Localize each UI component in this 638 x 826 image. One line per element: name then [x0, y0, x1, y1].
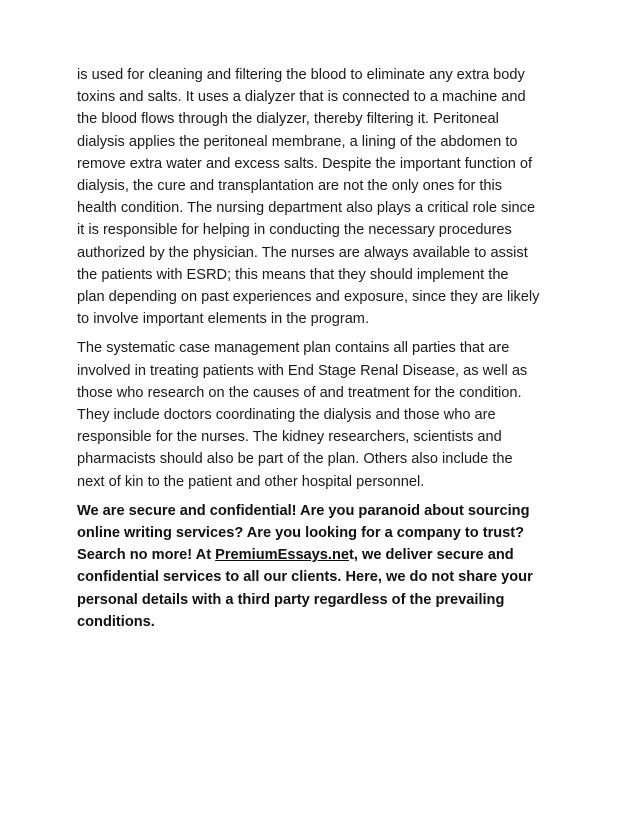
text-line: is used for cleaning and filtering the blood to eliminate any extra body	[77, 67, 525, 83]
text-line: the patients with ESRD; this means that they should implement the	[77, 266, 509, 283]
promo-line: online writing services? Are you looking for a company to trust?	[77, 525, 525, 542]
text-line: involved in treating patients with End Stage Renal Disease, as well as	[77, 362, 528, 379]
paragraph-dialysis	[77, 64, 567, 330]
text-line: dialysis applies the peritoneal membrane, a lining of the abdomen to	[77, 133, 518, 150]
document-body	[77, 64, 567, 640]
text-line: pharmacists should also be part of the plan. Others also include the	[77, 451, 513, 468]
promo-line: t, we deliver secure and	[349, 547, 514, 564]
promo-line: confidential services to all our clients. Here, we do not share your	[77, 569, 533, 586]
text-line: to involve important elements in the program.	[77, 311, 370, 328]
text-line: toxins and salts. It uses a dialyzer that is connected to a machine and	[77, 89, 526, 106]
promo-paragraph	[77, 500, 567, 633]
text-line: dialysis, the cure and transplantation are not the only ones for this	[77, 178, 503, 195]
promo-line: personal details with a third party regardless of the prevailing	[77, 591, 505, 608]
promo-line: conditions.	[77, 613, 155, 630]
text-line: health condition. The nursing department also plays a critical role since	[77, 200, 536, 217]
text-line: The systematic case management plan contains all parties that are	[77, 340, 510, 357]
promo-line: Search no more! At	[77, 547, 216, 564]
text-line: authorized by the physician. The nurses are always available to assist	[77, 244, 528, 261]
text-line: remove extra water and excess salts. Despite the important function of	[77, 155, 533, 172]
text-line: They include doctors coordinating the dialysis and those who are	[77, 407, 496, 424]
text-line: it is responsible for helping in conducting the necessary procedures	[77, 222, 512, 239]
text-line: plan depending on past experiences and exposure, since they are likely	[77, 289, 540, 306]
promo-line: We are secure and confidential! Are you paranoid about sourcing	[77, 502, 530, 519]
text-line: next of kin to the patient and other hospital personnel.	[77, 473, 425, 490]
text-line: responsible for the nurses. The kidney researchers, scientists and	[77, 429, 502, 446]
text-line: the blood flows through the dialyzer, thereby filtering it. Peritoneal	[77, 111, 499, 128]
paragraph-case-management	[77, 337, 567, 492]
text-line: those who research on the causes of and treatment for the condition.	[77, 384, 522, 401]
premiumessays-link[interactable]: PremiumEssays.ne	[215, 547, 349, 564]
